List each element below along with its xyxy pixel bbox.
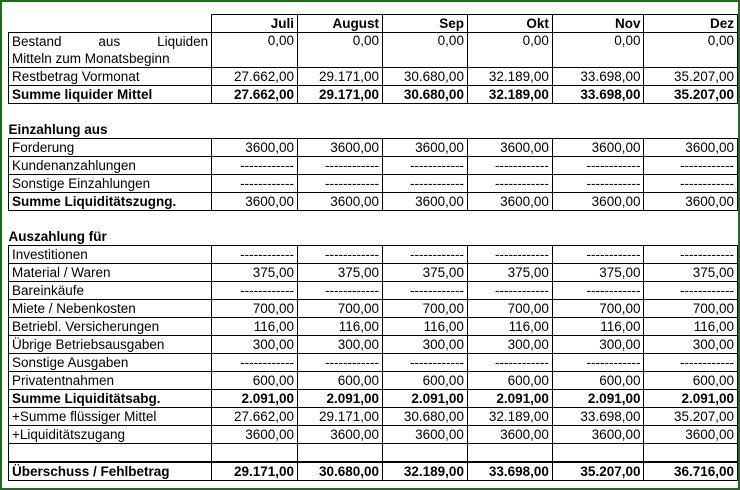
cell[interactable]: 600,00 bbox=[383, 372, 468, 390]
cell[interactable]: ------------ bbox=[552, 282, 644, 300]
label-summe-liquiditaetsabgang[interactable]: Summe Liquiditätsabg. bbox=[9, 390, 212, 408]
cell[interactable]: 33.698,00 bbox=[552, 86, 644, 104]
cell[interactable]: 3600,00 bbox=[552, 426, 644, 444]
label-kundenanzahlungen[interactable]: Kundenanzahlungen bbox=[9, 157, 212, 175]
spacer-row bbox=[9, 211, 738, 229]
cell[interactable]: 600,00 bbox=[212, 372, 298, 390]
label-investitionen[interactable]: Investitionen bbox=[9, 246, 212, 264]
label-bestand-line1: Bestand aus Liquiden bbox=[12, 34, 209, 49]
label-plus-liquiditaetszugang[interactable]: +Liquiditätszugang bbox=[9, 426, 212, 444]
cell[interactable]: 27.662,00 bbox=[212, 86, 298, 104]
cell[interactable]: 375,00 bbox=[298, 264, 383, 282]
cell[interactable]: 3600,00 bbox=[552, 193, 644, 211]
cell[interactable]: 35.207,00 bbox=[644, 68, 738, 86]
cell[interactable]: ------------ bbox=[467, 157, 552, 175]
cell[interactable]: 116,00 bbox=[644, 318, 738, 336]
cell[interactable]: 300,00 bbox=[383, 336, 468, 354]
cell[interactable]: 32.189,00 bbox=[467, 408, 552, 426]
cell[interactable]: 300,00 bbox=[298, 336, 383, 354]
cell[interactable]: 3600,00 bbox=[644, 139, 738, 157]
row-sonstige-einzahlungen bbox=[9, 175, 738, 193]
spacer-row bbox=[9, 104, 738, 122]
row-sonstige-ausgaben bbox=[9, 354, 738, 372]
header-row bbox=[9, 15, 738, 33]
row-summe-liquiditaetsabgang bbox=[9, 390, 738, 408]
cell[interactable]: 375,00 bbox=[552, 264, 644, 282]
label-betriebl-versicherungen[interactable]: Betriebl. Versicherungen bbox=[9, 318, 212, 336]
row-miete-nebenkosten bbox=[9, 300, 738, 318]
cell[interactable]: ------------ bbox=[644, 157, 738, 175]
spacer-row bbox=[9, 444, 738, 463]
row-forderung bbox=[9, 139, 738, 157]
cell[interactable]: 300,00 bbox=[467, 336, 552, 354]
cell[interactable]: 600,00 bbox=[552, 372, 644, 390]
cell[interactable]: 3600,00 bbox=[644, 426, 738, 444]
label-miete-nebenkosten[interactable]: Miete / Nebenkosten bbox=[9, 300, 212, 318]
cell[interactable]: 0,00 bbox=[467, 33, 552, 68]
cell[interactable]: ------------ bbox=[552, 175, 644, 193]
cell[interactable]: ------------ bbox=[298, 157, 383, 175]
cell[interactable]: ------------ bbox=[552, 246, 644, 264]
cell[interactable]: 116,00 bbox=[383, 318, 468, 336]
cell[interactable]: ------------ bbox=[467, 246, 552, 264]
cell[interactable]: 0,00 bbox=[552, 33, 644, 68]
cell[interactable]: ------------ bbox=[644, 246, 738, 264]
cell[interactable]: 300,00 bbox=[644, 336, 738, 354]
cell[interactable]: 33.698,00 bbox=[467, 462, 552, 481]
row-plus-summe-fluessiger-mittel bbox=[9, 408, 738, 426]
cell[interactable]: ------------ bbox=[212, 157, 298, 175]
col-header-nov[interactable]: Nov bbox=[552, 15, 644, 33]
row-summe-liquider-mittel bbox=[9, 86, 738, 104]
cell[interactable]: ------------ bbox=[212, 282, 298, 300]
cell[interactable]: 3600,00 bbox=[644, 193, 738, 211]
cell[interactable]: 116,00 bbox=[467, 318, 552, 336]
col-header-dez[interactable]: Dez bbox=[644, 15, 738, 33]
header-corner bbox=[9, 15, 212, 33]
cell[interactable]: 2.091,00 bbox=[552, 390, 644, 408]
cell[interactable]: 600,00 bbox=[644, 372, 738, 390]
label-material-waren[interactable]: Material / Waren bbox=[9, 264, 212, 282]
row-investitionen bbox=[9, 246, 738, 264]
section-heading: Einzahlung aus bbox=[8, 121, 108, 137]
col-header-august[interactable]: August bbox=[298, 15, 383, 33]
cell[interactable]: 29.171,00 bbox=[298, 86, 383, 104]
row-uebrige-betriebsausgaben bbox=[9, 336, 738, 354]
cell[interactable]: 32.189,00 bbox=[467, 68, 552, 86]
cell[interactable]: 3600,00 bbox=[298, 426, 383, 444]
cell[interactable]: 30.680,00 bbox=[383, 408, 468, 426]
row-ueberschuss-fehlbetrag bbox=[9, 462, 738, 481]
cell[interactable]: ------------ bbox=[383, 246, 468, 264]
label-bareinkaeufe[interactable]: Bareinkäufe bbox=[9, 282, 212, 300]
row-bareinkaeufe bbox=[9, 282, 738, 300]
label-restbetrag[interactable]: Restbetrag Vormonat bbox=[9, 68, 212, 86]
cell[interactable]: 3600,00 bbox=[212, 193, 298, 211]
cell[interactable]: 30.680,00 bbox=[383, 68, 468, 86]
cell[interactable]: ------------ bbox=[298, 175, 383, 193]
col-header-sep[interactable]: Sep bbox=[383, 15, 468, 33]
cell[interactable]: ------------ bbox=[383, 282, 468, 300]
cell[interactable]: 3600,00 bbox=[212, 426, 298, 444]
cell[interactable]: 116,00 bbox=[552, 318, 644, 336]
cell[interactable]: 36.716,00 bbox=[644, 462, 738, 481]
cell[interactable]: 29.171,00 bbox=[298, 408, 383, 426]
cell[interactable]: 375,00 bbox=[644, 264, 738, 282]
cell[interactable]: 3600,00 bbox=[383, 426, 468, 444]
cell[interactable]: 375,00 bbox=[212, 264, 298, 282]
label-sonstige-ausgaben[interactable]: Sonstige Ausgaben bbox=[9, 354, 212, 372]
cell[interactable]: 0,00 bbox=[298, 33, 383, 68]
cell[interactable]: 29.171,00 bbox=[212, 462, 298, 481]
section-heading: Auszahlung für bbox=[8, 228, 107, 244]
col-header-juli[interactable]: Juli bbox=[212, 15, 298, 33]
cell[interactable]: 3600,00 bbox=[467, 193, 552, 211]
row-betriebl-versicherungen bbox=[9, 318, 738, 336]
cell[interactable]: 3600,00 bbox=[298, 193, 383, 211]
cell[interactable]: 375,00 bbox=[383, 264, 468, 282]
cell[interactable]: ------------ bbox=[552, 354, 644, 372]
cell[interactable]: ------------ bbox=[644, 175, 738, 193]
cell[interactable]: 116,00 bbox=[298, 318, 383, 336]
label-summe-liquider-mittel[interactable]: Summe liquider Mittel bbox=[9, 86, 212, 104]
cell[interactable]: 2.091,00 bbox=[212, 390, 298, 408]
section-auszahlung bbox=[9, 228, 738, 246]
row-material-waren bbox=[9, 264, 738, 282]
cell[interactable]: 35.207,00 bbox=[552, 462, 644, 481]
cell[interactable]: 30.680,00 bbox=[383, 86, 468, 104]
cell[interactable]: ------------ bbox=[212, 246, 298, 264]
cell[interactable]: 0,00 bbox=[212, 33, 298, 68]
label-privatentnahmen[interactable]: Privatentnahmen bbox=[9, 372, 212, 390]
cell[interactable]: 35.207,00 bbox=[644, 408, 738, 426]
label-bestand-line2: Mitteln zum Monatsbeginn bbox=[12, 51, 170, 66]
cell[interactable]: 700,00 bbox=[212, 300, 298, 318]
row-privatentnahmen bbox=[9, 372, 738, 390]
cell[interactable]: 0,00 bbox=[383, 33, 468, 68]
liquidity-table bbox=[8, 14, 738, 481]
cell[interactable]: 3600,00 bbox=[298, 139, 383, 157]
cell[interactable]: ------------ bbox=[298, 354, 383, 372]
row-kundenanzahlungen bbox=[9, 157, 738, 175]
cell[interactable]: ------------ bbox=[467, 175, 552, 193]
cell[interactable]: 33.698,00 bbox=[552, 68, 644, 86]
cell[interactable]: 600,00 bbox=[298, 372, 383, 390]
cell[interactable]: ------------ bbox=[467, 282, 552, 300]
cell[interactable]: 3600,00 bbox=[383, 193, 468, 211]
cell[interactable]: 116,00 bbox=[212, 318, 298, 336]
cell[interactable]: ------------ bbox=[298, 246, 383, 264]
cell[interactable]: 700,00 bbox=[298, 300, 383, 318]
cell[interactable]: ------------ bbox=[383, 157, 468, 175]
cell[interactable]: 27.662,00 bbox=[212, 68, 298, 86]
label-forderung[interactable]: Forderung bbox=[9, 139, 212, 157]
cell[interactable]: ------------ bbox=[212, 175, 298, 193]
cell[interactable]: 300,00 bbox=[212, 336, 298, 354]
section-einzahlung bbox=[9, 121, 738, 139]
cell[interactable]: 2.091,00 bbox=[383, 390, 468, 408]
cell[interactable]: 600,00 bbox=[467, 372, 552, 390]
cell[interactable]: 2.091,00 bbox=[298, 390, 383, 408]
cell[interactable]: 3600,00 bbox=[552, 139, 644, 157]
col-header-okt[interactable]: Okt bbox=[467, 15, 552, 33]
cell[interactable]: ------------ bbox=[383, 354, 468, 372]
cell[interactable]: 35.207,00 bbox=[644, 86, 738, 104]
cell[interactable]: 32.189,00 bbox=[383, 462, 468, 481]
row-summe-liquiditaetszugang bbox=[9, 193, 738, 211]
cell[interactable]: ------------ bbox=[552, 157, 644, 175]
cell[interactable]: 2.091,00 bbox=[467, 390, 552, 408]
cell[interactable]: 30.680,00 bbox=[298, 462, 383, 481]
cell[interactable]: 300,00 bbox=[552, 336, 644, 354]
cell[interactable]: ------------ bbox=[212, 354, 298, 372]
label-plus-summe-fluessiger-mittel[interactable]: +Summe flüssiger Mittel bbox=[9, 408, 212, 426]
cell[interactable]: 29.171,00 bbox=[298, 68, 383, 86]
cell[interactable]: 32.189,00 bbox=[467, 86, 552, 104]
cell[interactable]: ------------ bbox=[644, 282, 738, 300]
cell[interactable]: 2.091,00 bbox=[644, 390, 738, 408]
row-restbetrag bbox=[9, 68, 738, 86]
label-ueberschuss-fehlbetrag[interactable]: Überschuss / Fehlbetrag bbox=[9, 462, 212, 481]
cell[interactable]: ------------ bbox=[644, 354, 738, 372]
label-summe-liquiditaetszugang[interactable]: Summe Liquiditätszugng. bbox=[9, 193, 212, 211]
cell[interactable]: 3600,00 bbox=[383, 139, 468, 157]
cell[interactable]: ------------ bbox=[383, 175, 468, 193]
label-sonstige-einzahlungen[interactable]: Sonstige Einzahlungen bbox=[9, 175, 212, 193]
cell[interactable]: 0,00 bbox=[644, 33, 738, 68]
cell[interactable]: 700,00 bbox=[552, 300, 644, 318]
cell[interactable]: 27.662,00 bbox=[212, 408, 298, 426]
cell[interactable]: 700,00 bbox=[644, 300, 738, 318]
cell[interactable]: 3600,00 bbox=[212, 139, 298, 157]
cell[interactable]: 3600,00 bbox=[467, 426, 552, 444]
label-bestand[interactable] bbox=[9, 33, 212, 68]
cell[interactable]: 700,00 bbox=[467, 300, 552, 318]
label-uebrige-betriebsausgaben[interactable]: Übrige Betriebsausgaben bbox=[9, 336, 212, 354]
cell[interactable]: 33.698,00 bbox=[552, 408, 644, 426]
cell[interactable]: 700,00 bbox=[383, 300, 468, 318]
cell[interactable]: ------------ bbox=[467, 354, 552, 372]
cell[interactable]: 3600,00 bbox=[467, 139, 552, 157]
row-plus-liquiditaetszugang bbox=[9, 426, 738, 444]
cell[interactable]: 375,00 bbox=[467, 264, 552, 282]
cell[interactable]: ------------ bbox=[298, 282, 383, 300]
row-bestand bbox=[9, 33, 738, 68]
